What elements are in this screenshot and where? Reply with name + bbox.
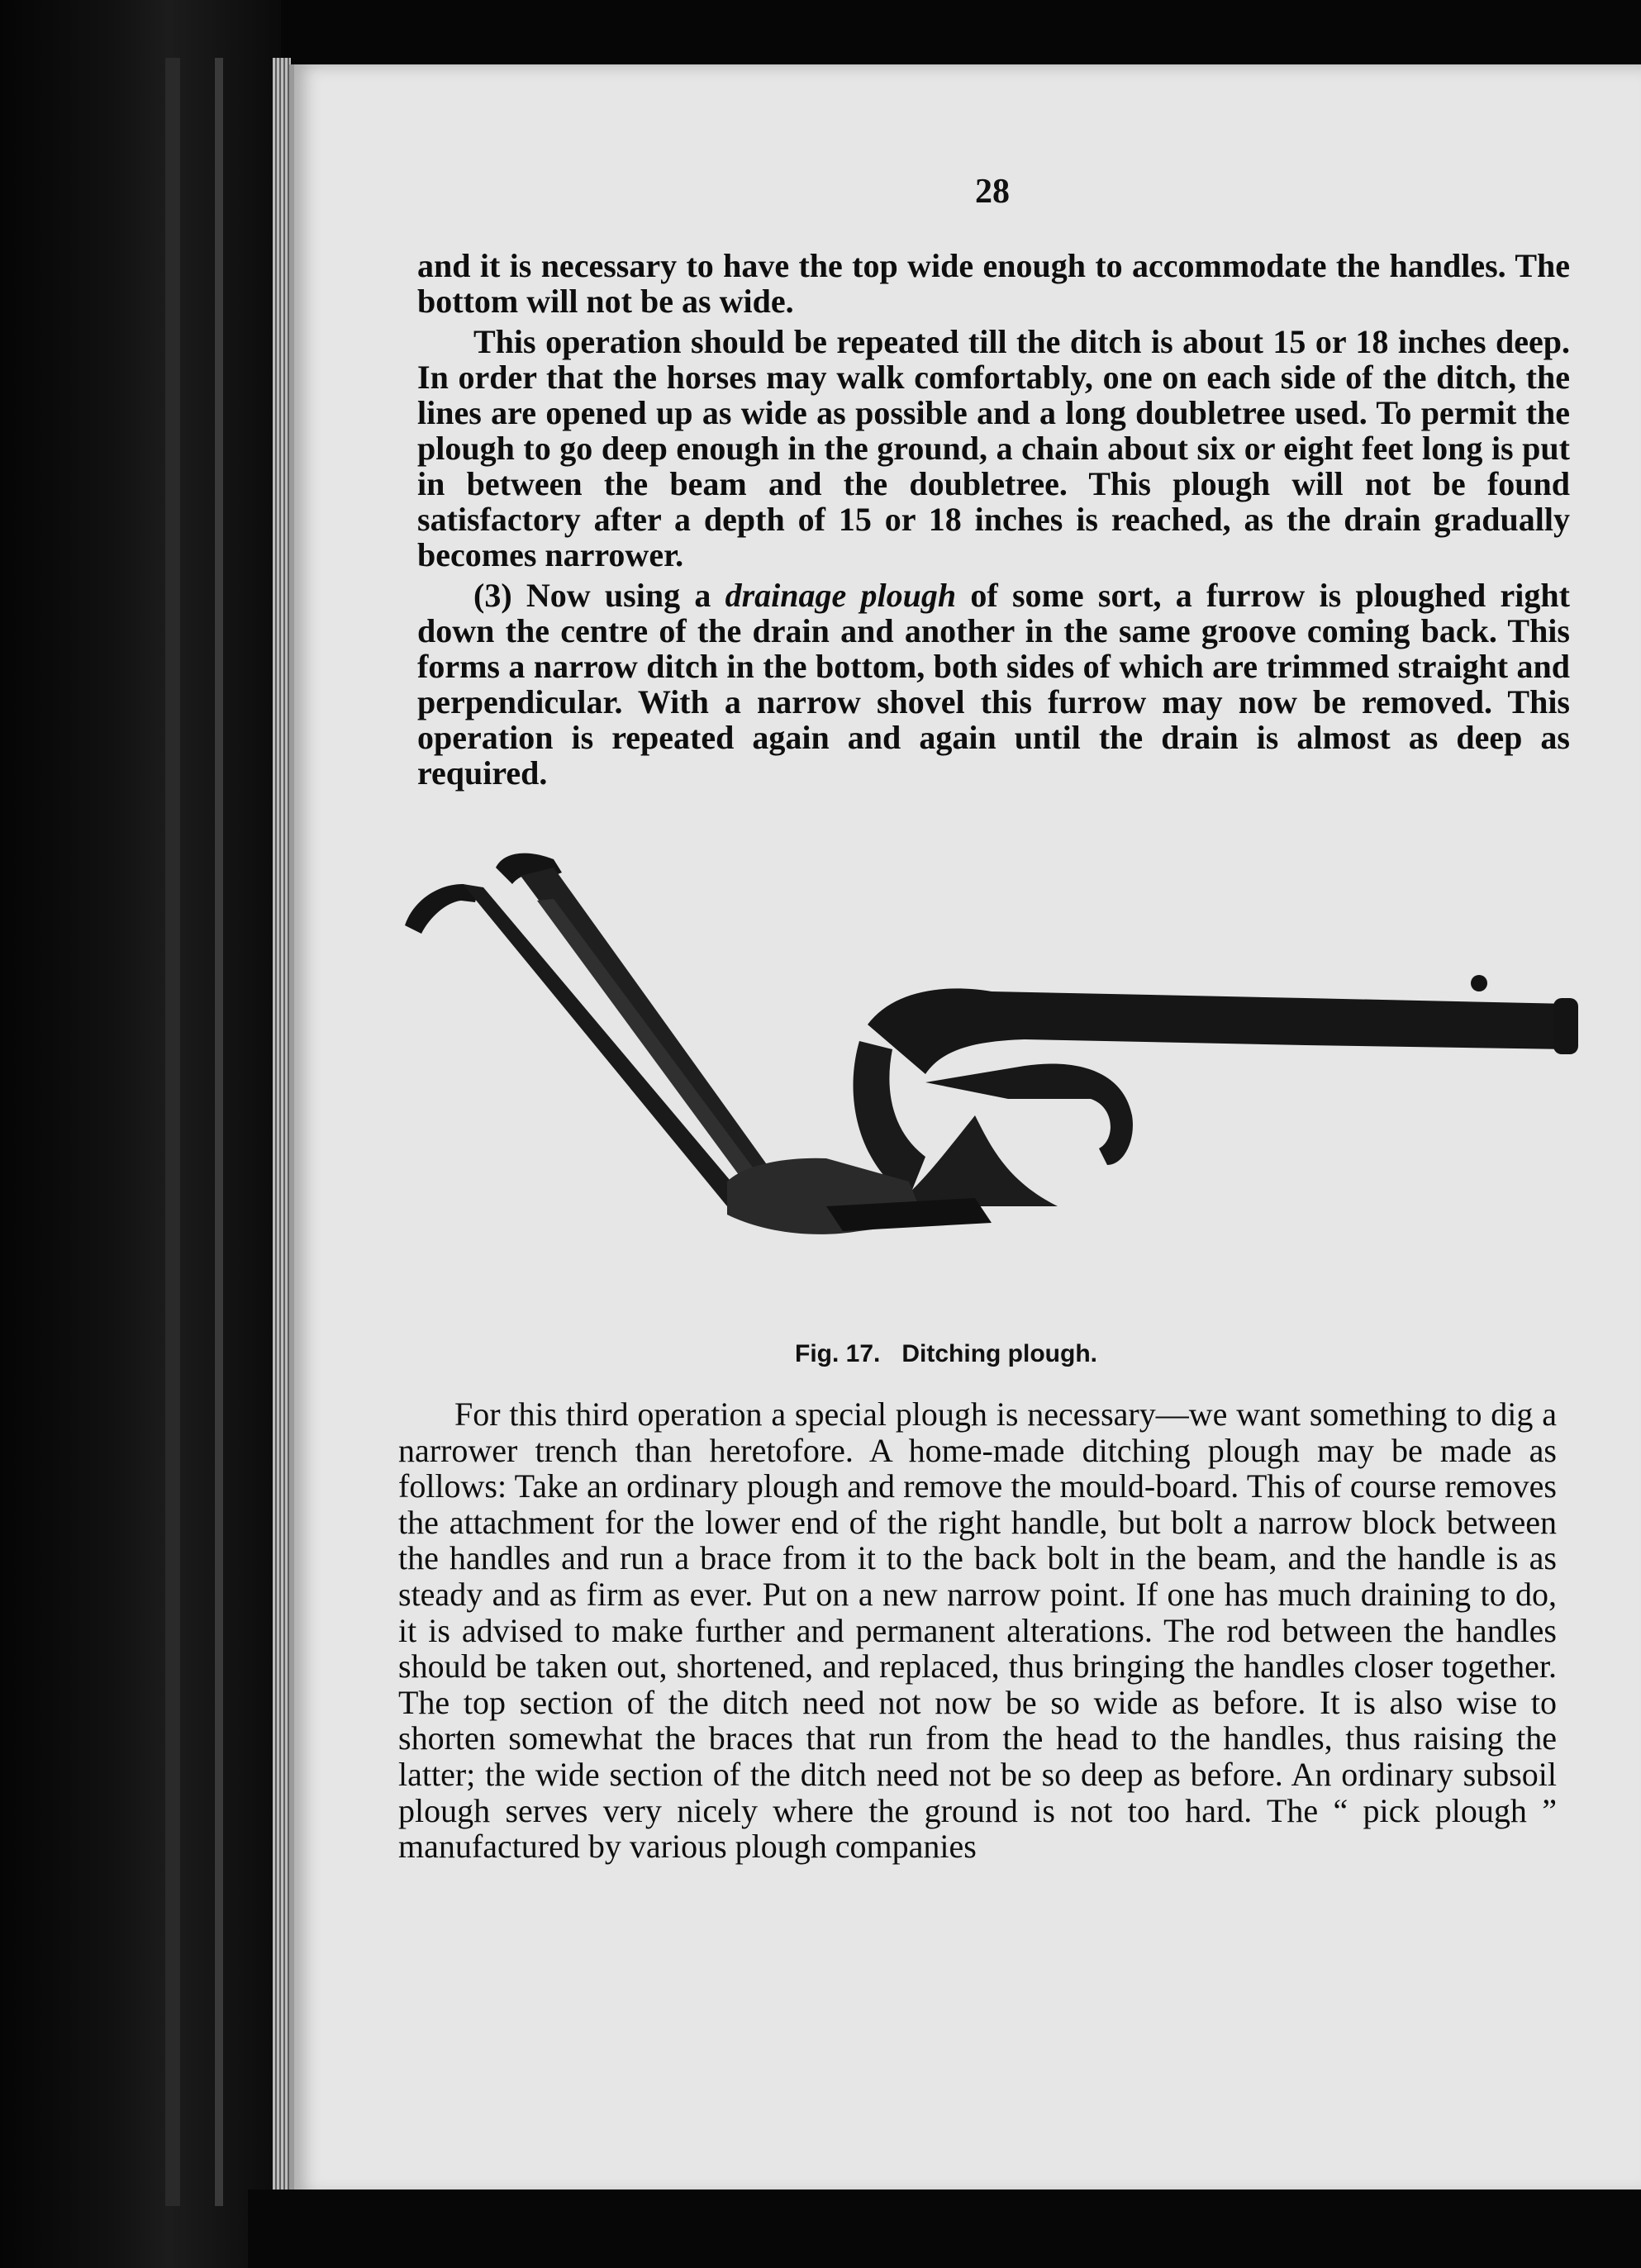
step-suffix: of some sort, a furrow is ploughed right down the centre of the drain and another in the same groove coming back. This forms a narrow ditch in the bottom, both sides of which are trimmed straight and perpendicular. With a narrow shovel this furrow may now be removed. This operation is repeated again and again until the drain is almost as deep as required. <box>417 577 1570 792</box>
page-number: 28 <box>975 173 1010 211</box>
emphasis-drainage-plough: drainage plough <box>725 577 957 614</box>
paragraph-step-3 <box>417 578 1570 791</box>
ditching-plough-illustration <box>397 851 1586 1314</box>
figure-caption <box>795 1340 1097 1368</box>
spine-strip <box>165 58 180 2206</box>
bottom-text <box>398 1396 1557 1865</box>
top-text <box>417 248 1570 791</box>
paragraph: This operation should be repeated till the ditch is about 15 or 18 inches deep. In order that the horses may walk comfortably, one on each side of the ditch, the lines are opened up as wide as possible and a long doubletree used. To permit the plough to go deep enough in the ground, a chain about six or eight feet long is put in between the beam and the doubletree. This plough will not be found satisfactory after a depth of 15 or 18 inches is reached, as the drain gradually becomes narrower. <box>417 323 1570 573</box>
page-edges <box>273 58 291 2206</box>
figure-label: Fig. 17. <box>795 1340 881 1367</box>
paragraph: For this third operation a special plough is necessary—we want something to dig a narrower trench than heretofore. A home-made ditching plough may be made as follows: Take an ordinary plough and remove the mould-board. This of course removes the attachment for the lower end of the right handle, but bolt a narrow block between the handles and run a brace from it to the back bolt in the beam, and the handle is as steady and as firm as ever. Put on a new narrow point. If one has much draining to do, it is advised to make further and permanent alterations. The rod between the handles should be taken out, shortened, and replaced, thus bringing the handles closer together. The top section of the ditch need not now be so wide as before. It is also wise to shorten somewhat the braces that run from the head to the handles, thus raising the latter; the wide section of the ditch need not be so deep as before. An ordinary subsoil plough serves very nicely where the ground is not too hard. The “ pick plough ” manufactured by various plough companies <box>398 1396 1557 1866</box>
page-bottom-shadow <box>248 2190 1641 2268</box>
figure-caption-text: Ditching plough. <box>901 1340 1097 1367</box>
spine-strip <box>215 58 223 2206</box>
paragraph: and it is necessary to have the top wide enough to accommodate the handles. The bottom will not be as wide. <box>417 247 1570 320</box>
book-spine <box>0 0 281 2268</box>
step-prefix: (3) Now using a <box>473 577 725 614</box>
